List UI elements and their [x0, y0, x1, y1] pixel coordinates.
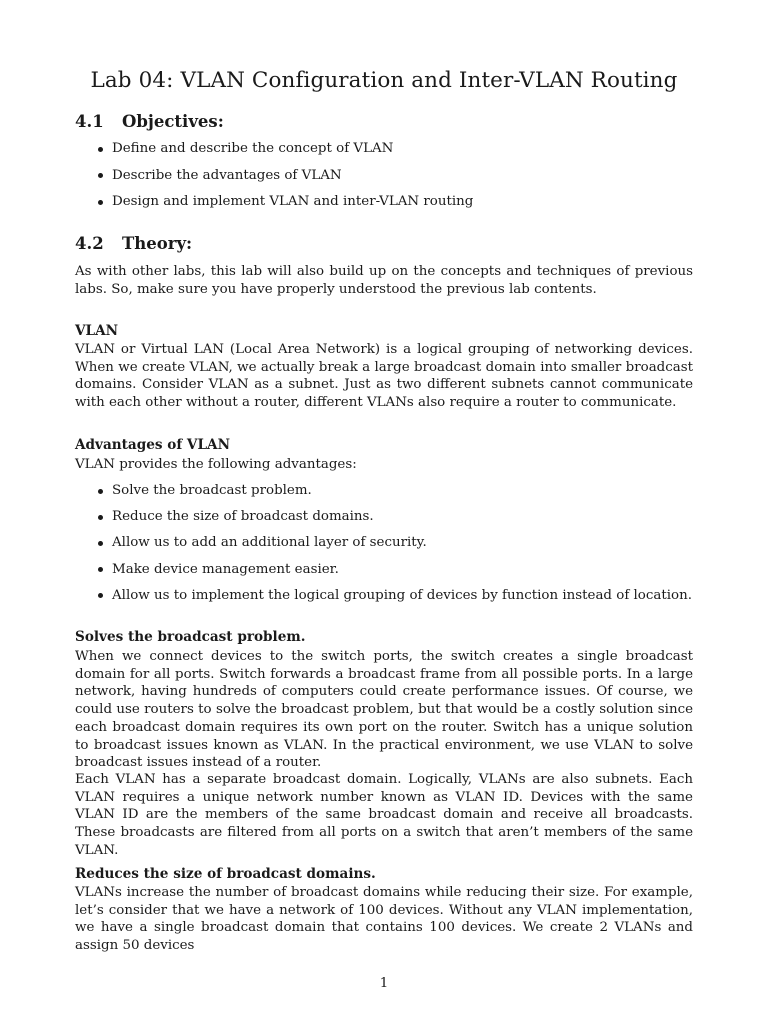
- bullet-icon: [98, 515, 103, 520]
- bullet-icon: [98, 173, 103, 178]
- list-item: Allow us to add an additional layer of security.: [75, 534, 693, 551]
- objectives-list: [75, 140, 693, 210]
- advantages-intro: VLAN provides the following advantages:: [75, 457, 357, 472]
- bullet-icon: [98, 147, 103, 152]
- list-item: Describe the advantages of VLAN: [75, 167, 693, 184]
- reduces-body: VLANs increase the number of broadcast domains while reducing their size. For example, let’s consider that we have a network of 100 devices. Without any VLAN implementation, we have a single broadcast domain that contains 100 devices. We create 2 VLANs and assign 50 devices: [75, 885, 693, 954]
- objectives-title: Objectives:: [122, 112, 224, 131]
- advantages-heading: Advantages of VLAN: [75, 437, 230, 453]
- reduces-heading: Reduces the size of broadcast domains.: [75, 866, 376, 882]
- objectives-heading: [75, 112, 224, 131]
- list-item: Define and describe the concept of VLAN: [75, 140, 693, 157]
- vlan-heading: VLAN: [75, 323, 119, 339]
- list-item: Solve the broadcast problem.: [75, 482, 693, 499]
- theory-title: Theory:: [122, 234, 193, 253]
- theory-number: 4.2: [75, 234, 104, 253]
- bullet-icon: [98, 593, 103, 598]
- theory-heading: [75, 234, 192, 253]
- vlan-body: VLAN or Virtual LAN (Local Area Network) is a logical grouping of networking devices. When we create VLAN, we actually break a large broadcast domain into smaller broadcast domains. Consider VLAN as a subnet. Just as two different subnets cannot communicate with each other without a router, different VLANs also require a router to communicate.: [75, 342, 693, 411]
- document-title: Lab 04: VLAN Configuration and Inter-VLAN Routing: [90, 68, 678, 93]
- list-item: Design and implement VLAN and inter-VLAN routing: [75, 193, 693, 210]
- broadcast-paragraph-2: Each VLAN has a separate broadcast domain. Logically, VLANs are also subnets. Each VLAN requires a unique network number known as VLAN ID. Devices with the same VLAN ID are the members of the same broadcast domain and receive all broadcasts. These broadcasts are filtered from all ports on a switch that aren’t members of the same VLAN.: [75, 772, 693, 858]
- list-item: Reduce the size of broadcast domains.: [75, 508, 693, 525]
- bullet-icon: [98, 541, 103, 546]
- bullet-icon: [98, 200, 103, 205]
- broadcast-heading: Solves the broadcast problem.: [75, 629, 306, 645]
- list-item: Make device management easier.: [75, 561, 693, 578]
- objectives-number: 4.1: [75, 112, 104, 131]
- bullet-icon: [98, 567, 103, 572]
- bullet-icon: [98, 489, 103, 494]
- theory-intro: As with other labs, this lab will also build up on the concepts and techniques of previous labs. So, make sure you have properly understood the previous lab contents.: [75, 264, 693, 297]
- advantages-list: [75, 482, 693, 604]
- list-item: Allow us to implement the logical grouping of devices by function instead of location.: [75, 587, 693, 604]
- broadcast-paragraph-1: When we connect devices to the switch ports, the switch creates a single broadcast domain for all ports. Switch forwards a broadcast frame from all possible ports. In a large network, having hundreds of computers could create performance issues. Of course, we could use routers to solve the broadcast problem, but that would be a costly solution since each broadcast domain requires its own port on the router. Switch has a unique solution to broadcast issues known as VLAN. In the practical environment, we use VLAN to solve broadcast issues instead of a router.: [75, 649, 693, 771]
- page-number: 1: [379, 976, 389, 991]
